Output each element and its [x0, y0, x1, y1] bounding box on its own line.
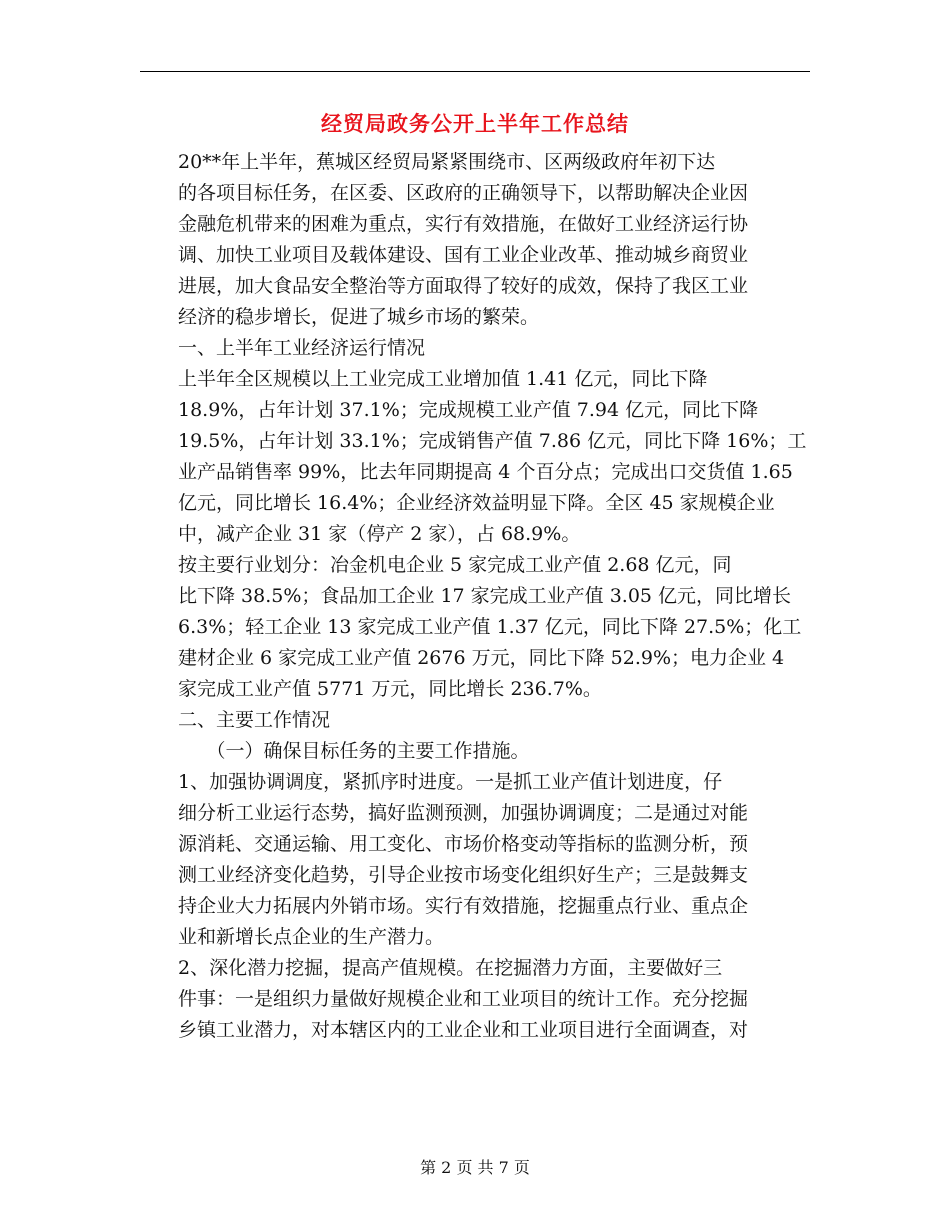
- heading-text: 一、上半年工业经济运行情况: [178, 337, 426, 359]
- paragraph-economy: [140, 364, 810, 550]
- text-line: 20**年上半年，蕉城区经贸局紧紧围绕市、区两级政府年初下达: [178, 151, 716, 173]
- text-line: 建材企业 6 家完成工业产值 2676 万元，同比下降 52.9%；电力企业 4: [178, 647, 785, 669]
- text-line: 持企业大力拓展内外销市场。实行有效措施，挖掘重点行业、重点企: [178, 895, 749, 917]
- paragraph-measure-2: [140, 953, 810, 1046]
- paragraph-industry: [140, 550, 810, 705]
- document-body: [140, 147, 810, 1046]
- text-line: 亿元，同比增长 16.4%；企业经济效益明显下降。全区 45 家规模企业: [178, 492, 775, 514]
- text-line: 18.9%，占年计划 37.1%；完成规模工业产值 7.94 亿元，同比下降: [178, 399, 759, 421]
- text-line: 2、深化潜力挖掘，提高产值规模。在挖掘潜力方面，主要做好三: [178, 957, 723, 979]
- text-line: 1、加强协调调度，紧抓序时进度。一是抓工业产值计划进度，仔: [178, 771, 723, 793]
- section-heading-2: [140, 705, 810, 736]
- text-line: 测工业经济变化趋势，引导企业按市场变化组织好生产；三是鼓舞支: [178, 864, 749, 886]
- text-line: 按主要行业划分：冶金机电企业 5 家完成工业产值 2.68 亿元，同: [178, 554, 732, 576]
- subsection-heading: [140, 736, 810, 767]
- text-line: 比下降 38.5%；食品加工企业 17 家完成工业产值 3.05 亿元，同比增长: [178, 585, 792, 607]
- section-heading-1: [140, 333, 810, 364]
- text-line: 业和新增长点企业的生产潜力。: [178, 926, 445, 948]
- document-title: 经贸局政务公开上半年工作总结: [321, 111, 629, 136]
- text-line: 家完成工业产值 5771 万元，同比增长 236.7%。: [178, 678, 602, 700]
- text-line: 上半年全区规模以上工业完成工业增加值 1.41 亿元，同比下降: [178, 368, 708, 390]
- text-line: 进展，加大食品安全整治等方面取得了较好的成效，保持了我区工业: [178, 275, 749, 297]
- header-rule: [140, 71, 810, 72]
- text-line: 细分析工业运行态势，搞好监测预测，加强协调调度；二是通过对能: [178, 802, 749, 824]
- text-line: 6.3%；轻工企业 13 家完成工业产值 1.37 亿元，同比下降 27.5%；化工: [178, 616, 802, 638]
- text-line: 源消耗、交通运输、用工变化、市场价格变动等指标的监测分析，预: [178, 833, 749, 855]
- text-line: 的各项目标任务，在区委、区政府的正确领导下，以帮助解决企业因: [178, 182, 749, 204]
- heading-text: （一）确保目标任务的主要工作措施。: [206, 740, 530, 762]
- page-number-footer: 第 2 页 共 7 页: [420, 1158, 530, 1177]
- text-line: 19.5%，占年计划 33.1%；完成销售产值 7.86 亿元，同比下降 16%；工: [178, 430, 807, 452]
- text-line: 业产品销售率 99%，比去年同期提高 4 个百分点；完成出口交货值 1.65: [178, 461, 793, 483]
- heading-text: 二、主要工作情况: [178, 709, 331, 731]
- text-line: 经济的稳步增长，促进了城乡市场的繁荣。: [178, 306, 540, 328]
- text-line: 件事：一是组织力量做好规模企业和工业项目的统计工作。充分挖掘: [178, 988, 749, 1010]
- text-line: 调、加快工业项目及载体建设、国有工业企业改革、推动城乡商贸业: [178, 244, 749, 266]
- text-line: 中，减产企业 31 家（停产 2 家），占 68.9%。: [178, 523, 581, 545]
- text-line: 金融危机带来的困难为重点，实行有效措施，在做好工业经济运行协: [178, 213, 749, 235]
- paragraph-intro: [140, 147, 810, 333]
- paragraph-measure-1: [140, 767, 810, 953]
- text-line: 乡镇工业潜力，对本辖区内的工业企业和工业项目进行全面调查，对: [178, 1019, 749, 1041]
